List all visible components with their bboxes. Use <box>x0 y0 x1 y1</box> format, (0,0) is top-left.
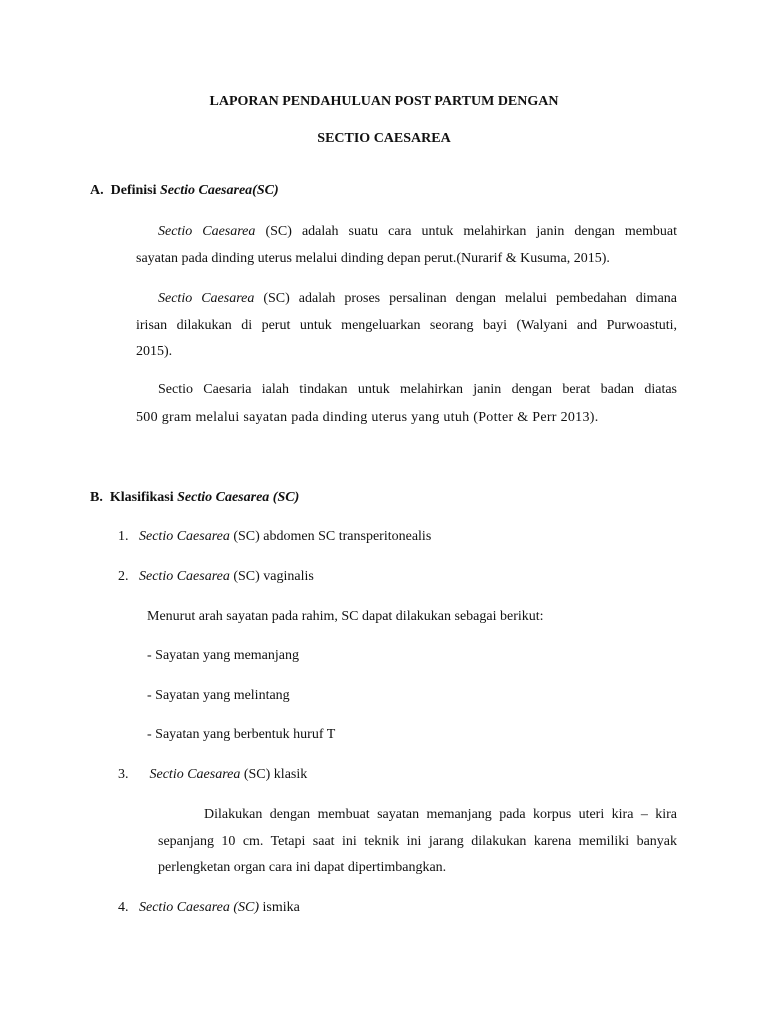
a-p1-line2: sayatan pada dinding uterus melalui dinding depan perut.(Nurarif & Kusuma, 2015). <box>136 251 610 266</box>
list-item-3-rest: (SC) klasik <box>240 767 308 782</box>
a-p2-line1 <box>158 291 677 307</box>
document-title-line2: SECTIO CAESAREA <box>317 131 451 146</box>
list-item-3-italic: Sectio Caesarea <box>149 767 241 782</box>
list-item-4-rest: ismika <box>259 900 300 915</box>
section-a-label-italic: Sectio Caesarea(SC) <box>160 183 279 198</box>
section-a-heading <box>90 183 279 199</box>
list-item-2-number: 2. <box>118 569 129 584</box>
section-a-marker: A. <box>90 183 104 198</box>
list-item-4-number: 4. <box>118 900 129 915</box>
a-p1-italic: Sectio Caesarea <box>158 224 256 239</box>
section-b-marker: B. <box>90 490 103 505</box>
document-title-line1: LAPORAN PENDAHULUAN POST PARTUM DENGAN <box>209 94 559 109</box>
list-item-4-italic: Sectio Caesarea (SC) <box>139 900 260 915</box>
section-b-label: Klasifikasi <box>109 490 178 505</box>
list-item-1-number: 1. <box>118 529 129 544</box>
a-p2-rest: (SC) adalah proses persalinan dengan melalui pembedahan dimana <box>254 291 677 306</box>
item3-para-line1: Dilakukan dengan membuat sayatan memanjang pada korpus uteri kira – kira <box>204 807 677 822</box>
item2-bullet-2: - Sayatan yang melintang <box>147 688 290 703</box>
list-item-1-rest: (SC) abdomen SC transperitonealis <box>229 529 432 544</box>
a-p3-line2: 500 gram melalui sayatan pada dinding uterus yang utuh (Potter & Perr 2013). <box>136 410 599 425</box>
item3-para-line3: perlengketan organ cara ini dapat dipertimbangkan. <box>158 860 447 875</box>
list-item-1-italic: Sectio Caesarea <box>139 529 230 544</box>
section-b-heading <box>90 490 299 506</box>
a-p3-line1: Sectio Caesaria ialah tindakan untuk melahirkan janin dengan berat badan diatas <box>158 382 677 397</box>
list-item-2 <box>118 569 314 585</box>
item3-para-line2: sepanjang 10 cm. Tetapi saat ini teknik ini jarang dilakukan karena memiliki banyak <box>158 834 677 849</box>
list-item-4 <box>118 900 300 916</box>
section-b-label-italic: Sectio Caesarea (SC) <box>177 490 300 505</box>
list-item-3-number: 3. <box>118 767 129 782</box>
item2-intro: Menurut arah sayatan pada rahim, SC dapat dilakukan sebagai berikut: <box>147 609 544 624</box>
item2-bullet-3: - Sayatan yang berbentuk huruf T <box>147 727 336 742</box>
a-p2-line2: irisan dilakukan di perut untuk mengeluarkan seorang bayi (Walyani and Purwoastuti, <box>136 318 677 333</box>
a-p1-line1 <box>158 224 677 240</box>
a-p2-italic: Sectio Caesarea <box>158 291 255 306</box>
item2-bullet-1: - Sayatan yang memanjang <box>147 648 300 663</box>
section-a-label: Definisi <box>110 183 161 198</box>
list-item-3 <box>118 767 307 783</box>
a-p2-line3: 2015). <box>136 344 173 359</box>
list-item-2-rest: (SC) vaginalis <box>229 569 314 584</box>
list-item-1 <box>118 529 431 545</box>
a-p1-rest: (SC) adalah suatu cara untuk melahirkan janin dengan membuat <box>255 224 678 239</box>
list-item-2-italic: Sectio Caesarea <box>139 569 230 584</box>
